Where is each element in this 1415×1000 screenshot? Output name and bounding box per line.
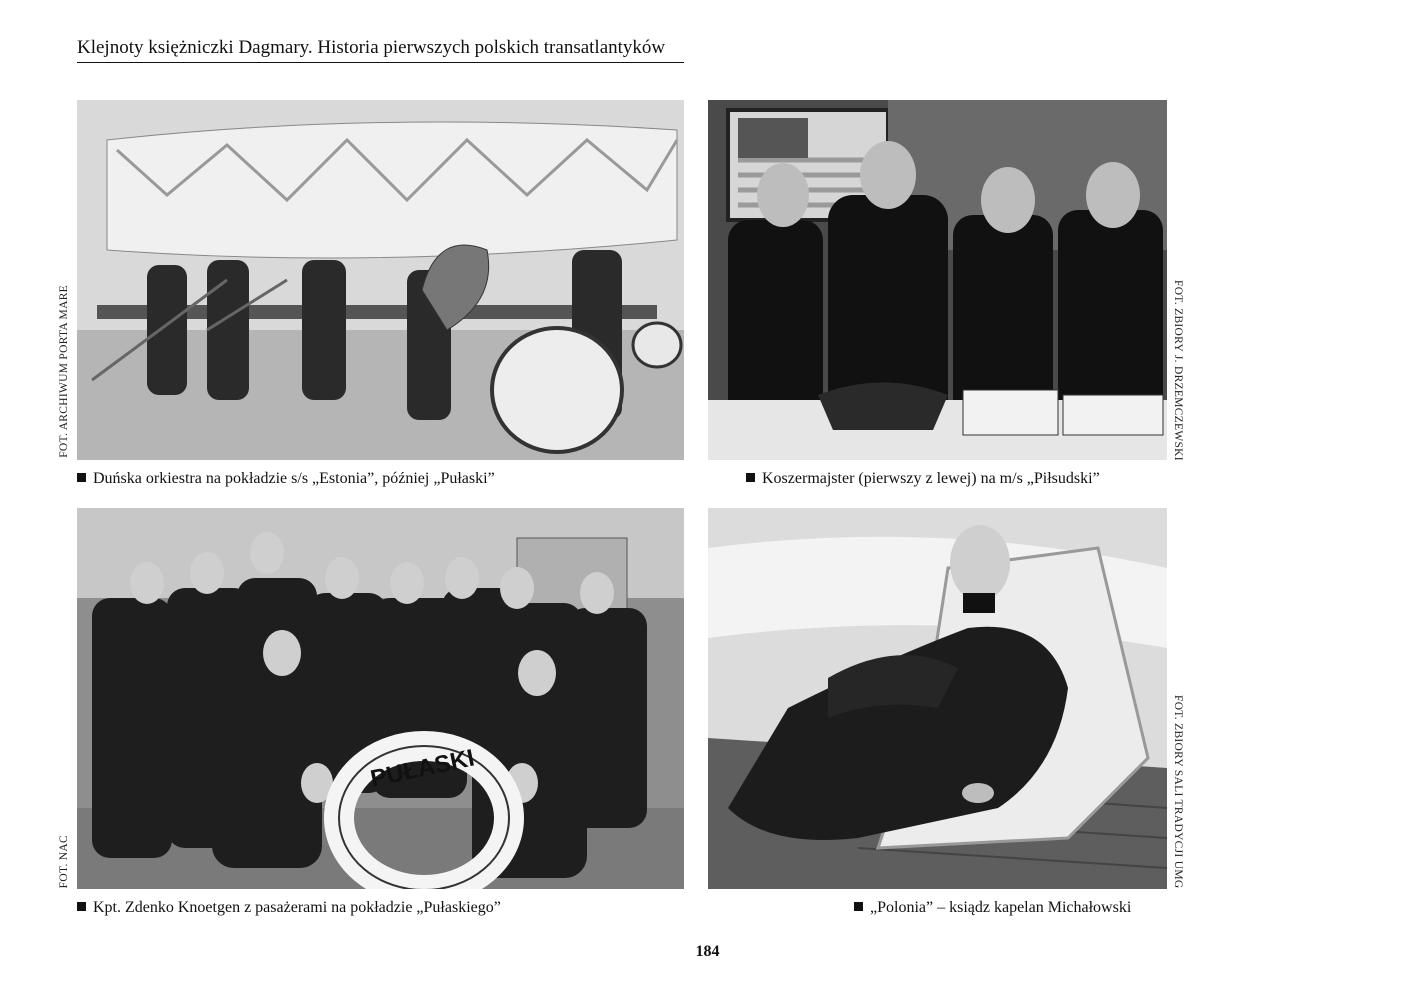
caption-bullet — [746, 473, 755, 482]
caption-text: Duńska orkiestra na pokładzie s/s „Estonia”, później „Pułaski” — [93, 470, 495, 487]
caption-chaplain — [854, 898, 1131, 918]
credit-drzemczewski: FOT. ZBIORY J. DRZEMCZEWSKI — [1172, 280, 1184, 461]
caption-bullet — [77, 902, 86, 911]
photo-chaplain — [708, 508, 1167, 889]
caption-text: Kpt. Zdenko Knoetgen z pasażerami na pokładzie „Pułaskiego” — [93, 899, 501, 916]
caption-bullet — [77, 473, 86, 482]
caption-bullet — [854, 902, 863, 911]
credit-umg: FOT. ZBIORY SALI TRADYCJI UMG — [1172, 695, 1184, 889]
photo-koszermajster — [708, 100, 1167, 460]
photo-danish-orchestra — [77, 100, 684, 460]
chaplain-photo-image — [708, 508, 1167, 889]
koszermajster-photo-image — [708, 100, 1167, 460]
credit-porta-mare: FOT. ARCHIWUM PORTA MARE — [58, 285, 70, 458]
orchestra-photo-image — [77, 100, 684, 460]
caption-knoetgen — [77, 898, 501, 918]
credit-nac: FOT. NAC — [58, 835, 70, 889]
page-number: 184 — [695, 943, 720, 960]
caption-text: Koszermajster (pierwszy z lewej) na m/s „Piłsudski” — [762, 470, 1100, 487]
running-header: Klejnoty księżniczki Dagmary. Historia pierwszych polskich transatlantyków — [77, 36, 684, 63]
caption-koszermajster — [746, 469, 1100, 489]
knoetgen-photo-image — [77, 508, 684, 889]
caption-text: „Polonia” – ksiądz kapelan Michałowski — [870, 899, 1132, 916]
lifebuoy-label: PUŁASKI — [368, 744, 477, 793]
caption-danish-orchestra — [77, 469, 495, 489]
photo-knoetgen-passengers — [77, 508, 684, 889]
